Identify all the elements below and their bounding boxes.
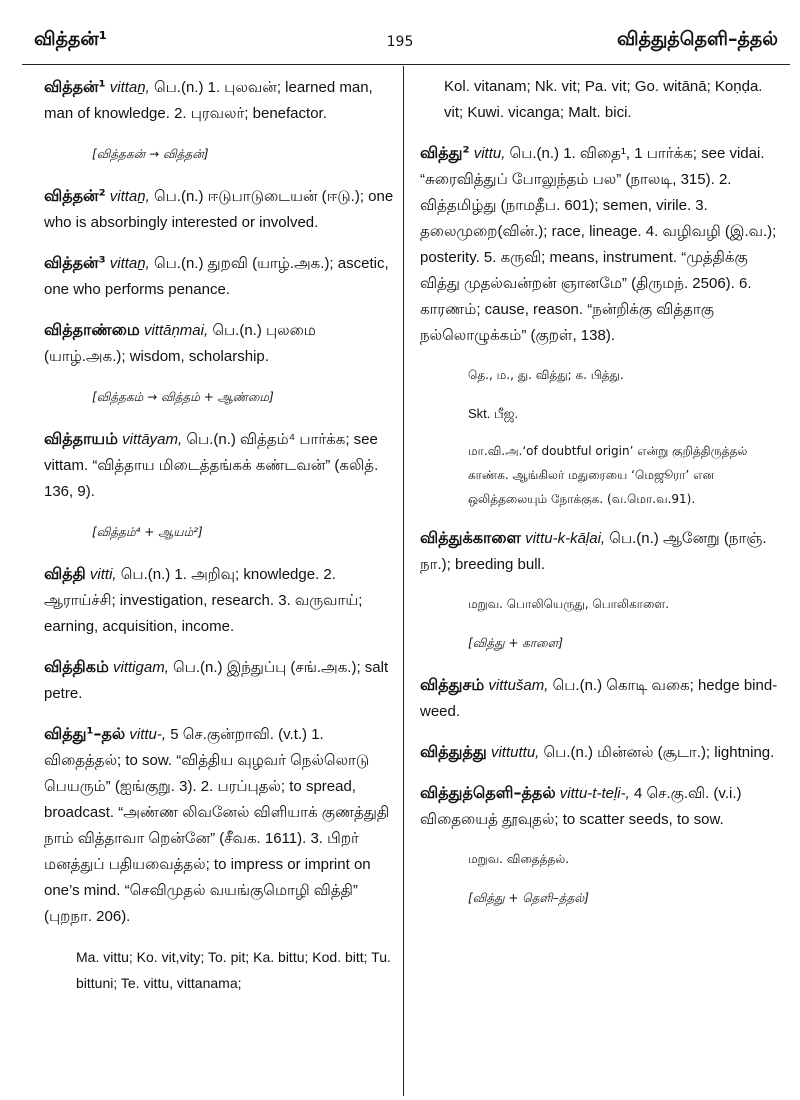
definition: பெ.(n.) புலமை (யாழ்.அக.); wisdom, scholarship.	[44, 322, 316, 365]
cognates: Ma. vittu; Ko. vit,vity; To. pit; Ka. bittu; Kod. bitt; Tu. bittuni; Te. vittu, vittanama;	[76, 949, 391, 991]
definition: 4 செ.கு.வி. (v.i.) விதையைத் தூவுதல்; to scatter seeds, to sow.	[420, 785, 742, 828]
definition: பெ.(n.) 1. விதை¹, 1 பார்க்க; see vidai. “சுரைவித்துப் போலுந்தம் பல” (நாலடி, 315). 2. வித்தமிழ்து (நாமதீப. 601); semen, virile. 3. தலைமுறை(வின்.); race, lineage. 4. வழிவழி (இ.வ.); posterity. 5. கருவி; means, instrument. “முத்திக்கு வித்து முதல்வன்றன் ஞானமே” (திருமந். 2506). 6. காரணம்; cause, reason. “நன்றிக்கு வித்தாகு நல்லொழுக்கம்” (குறள், 138).	[420, 145, 777, 344]
entry	[420, 525, 785, 578]
left-column	[44, 74, 394, 1010]
etymology: [வித்தம்⁴ + ஆயம்²]	[92, 525, 203, 539]
entry	[44, 183, 394, 236]
entry	[44, 74, 394, 127]
sanskrit-note: Skt. பீஜ.	[468, 406, 519, 421]
definition: பெ.(n.) ஆனேறு (நாஞ். நா.); breeding bull.	[420, 530, 767, 573]
headword: வித்தாயம்	[44, 429, 118, 448]
entry	[420, 780, 785, 833]
etymology-note: மா.வி.அ.‘of doubtful origin’ என்று குறித்திருத்தல் காண்க. ஆங்கிலர் மதுரையை ‘மெஜூரா’ என ஒலித்தலையும் நோக்குக. (வ.மொ.வ.91).	[468, 444, 748, 506]
definition: பெ.(n.) 1. புலவன்; learned man, man of knowledge. 2. புரவலர்; benefactor.	[44, 79, 373, 122]
headword: வித்துசம்	[420, 675, 485, 694]
headword: வித்துக்காளை	[420, 528, 521, 547]
headword: வித்துத்தெளி–த்தல்	[420, 783, 556, 802]
transliteration: vittigam,	[113, 659, 169, 676]
entry	[44, 426, 394, 505]
transliteration: vittu-k-kāḷai,	[525, 530, 606, 547]
transliteration: vitti,	[89, 566, 117, 583]
entry	[44, 654, 394, 707]
headword: வித்திகம்	[44, 657, 109, 676]
header-right-guide-word: வித்துத்தெளி–த்தல்	[616, 28, 778, 50]
headword: வித்தாண்மை	[44, 320, 140, 339]
entry	[420, 739, 785, 766]
entry	[44, 561, 394, 640]
transliteration: vittāṇmai,	[143, 322, 209, 339]
synonyms: மறுவ. பொலியெருது, பொலிகாளை.	[468, 597, 670, 611]
entry	[420, 672, 785, 725]
headword: வித்தன்¹	[44, 77, 106, 96]
cognates-continued: Kol. vitanam; Nk. vit; Pa. vit; Go. witānā; Koṇḍa. vit; Kuwi. vicanga; Malt. bici.	[444, 78, 763, 121]
transliteration: vittu-,	[129, 726, 167, 743]
entry	[420, 140, 785, 349]
page-number: 195	[386, 34, 414, 50]
headword: வித்து²	[420, 143, 470, 162]
header-left-guide-word: வித்தன்¹	[34, 28, 108, 50]
entry	[44, 250, 394, 303]
etymology: [வித்தகம் → வித்தம் + ஆண்மை]	[92, 390, 274, 404]
etymology: [வித்தகன் → வித்தன்]	[92, 147, 209, 161]
headword: வித்து¹–தல்	[44, 724, 126, 743]
definition: பெ.(n.) துறவி (யாழ்.அக.); ascetic, one who performs penance.	[44, 255, 389, 298]
synonyms: மறுவ. விதைத்தல்.	[468, 852, 570, 866]
headword: வித்தன்³	[44, 253, 106, 272]
transliteration: vittuttu,	[490, 744, 540, 761]
etymology: [வித்து + தெளி–த்தல்]	[468, 891, 589, 905]
definition: பெ.(n.) 1. அறிவு; knowledge. 2. ஆராய்ச்சி; investigation, research. 3. வருவாய்; earning, acquisition, income.	[44, 566, 363, 635]
dravidian-cognates: தெ., ம., து. வித்து; க. பித்து.	[468, 368, 624, 382]
definition: பெ.(n.) மின்னல் (சூடா.); lightning.	[543, 744, 775, 761]
headword: வித்துத்து	[420, 742, 487, 761]
headword: வித்தி	[44, 564, 86, 583]
headword: வித்தன்²	[44, 186, 106, 205]
right-column	[420, 74, 785, 927]
definition: பெ.(n.) இந்துப்பு (சங்.அக.); salt petre.	[44, 659, 389, 702]
column-divider	[403, 66, 404, 1096]
entry	[44, 721, 394, 930]
definition: பெ.(n.) ஈடுபாடுடையன் (ஈடு.); one who is absorbingly interested or involved.	[44, 188, 394, 231]
entry	[44, 317, 394, 370]
definition: 5 செ.குன்றாவி. (v.t.) 1. விதைத்தல்; to sow. “வித்திய வுழவர் நெல்லொடு பெயரும்” (ஐங்குறு. 3). 2. பரப்புதல்; to spread, broadcast. “அண்ண லிவனேல் விளியாக் குணத்துதி நாம் வித்தாவா றென்னே” (சீவக. 1611). 3. பிறர் மனத்துப் பதியவைத்தல்; to impress or imprint on one’s mind. “செவிமுதல் வயங்குமொழி வித்தி” (புறநா. 206).	[44, 726, 390, 925]
transliteration: vittāyam,	[122, 431, 183, 448]
transliteration: vittaṉ,	[109, 79, 150, 96]
definition: பெ.(n.) கொடி வகை; hedge bind-weed.	[420, 677, 778, 720]
transliteration: vittaṉ,	[109, 255, 150, 272]
etymology: [வித்து + காளை]	[468, 636, 564, 650]
header-rule	[22, 64, 790, 65]
transliteration: vittu,	[473, 145, 506, 162]
transliteration: vittušam,	[488, 677, 549, 694]
definition: பெ.(n.) வித்தம்⁴ பார்க்க; see vittam. “வித்தாய மிடைத்தங்கக் கண்டவன்” (கலித். 136, 9).	[44, 431, 379, 500]
transliteration: vittu-t-teḷi-,	[559, 785, 630, 802]
transliteration: vittaṉ,	[109, 188, 150, 205]
